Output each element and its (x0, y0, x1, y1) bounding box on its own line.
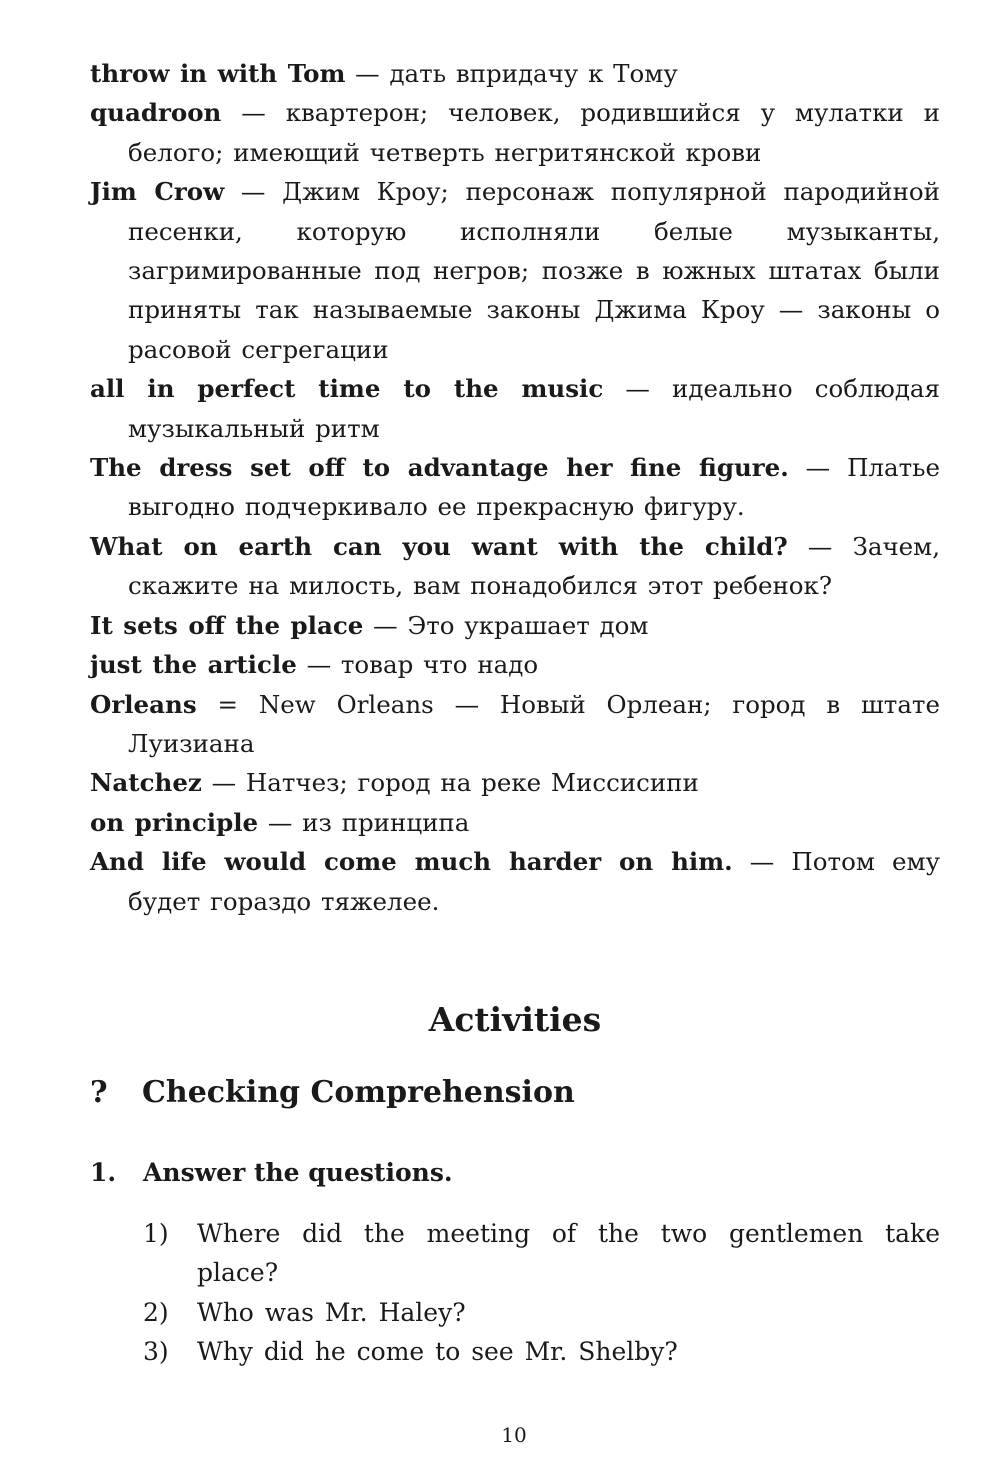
glossary-definition: — Джим Кроу; персонаж популярной пародийной песенки, которую исполняли белые музыканты, загримированные под негров; позже в южных штатах были приняты так называемые законы Джима Кроу — законы о расовой сегрегации (128, 177, 940, 364)
glossary-definition: — дать впридачу к Тому (345, 59, 678, 88)
glossary-entry (90, 54, 940, 93)
question-number: 3) (143, 1337, 169, 1367)
glossary-term: just the article (90, 650, 297, 680)
glossary-definition: — идеально соблюдая музыкальный ритм (128, 374, 940, 443)
activities-heading: Activities (428, 1000, 602, 1039)
glossary-definition: — товар что надо (296, 650, 539, 680)
glossary-term: on principle (90, 807, 259, 837)
glossary-term: Jim Crow (90, 177, 225, 207)
glossary-entry (90, 606, 940, 645)
glossary-definition: — квартерон; человек, родившийся у мулатки и белого; имеющий четверть негритянской крови (128, 98, 940, 167)
glossary-entry (90, 645, 940, 684)
glossary-entry (90, 93, 940, 172)
section-title: Checking Comprehension (142, 1075, 575, 1110)
glossary-term: throw in with Tom (90, 59, 346, 88)
question-mark-icon: ? (90, 1075, 108, 1110)
page-number: 10 (501, 1423, 527, 1447)
task-title: Answer the questions. (143, 1158, 453, 1187)
glossary-entry (90, 172, 940, 369)
glossary-definition: = New Orleans — Новый Орлеан; город в штате Луизиана (128, 689, 940, 758)
task-number: 1. (90, 1158, 117, 1187)
glossary-definition: — Натчез; город на реке Миссисипи (201, 768, 699, 798)
question-text: Why did he come to see Mr. Shelby? (197, 1337, 678, 1367)
glossary-term: Natchez (90, 768, 202, 798)
glossary-term: The dress set off to advantage her fine figure. (90, 453, 789, 483)
glossary-entry (90, 803, 940, 842)
question-list (143, 1214, 940, 1372)
glossary-term: quadroon (90, 98, 222, 128)
glossary-entry (90, 369, 940, 448)
glossary-entry (90, 685, 940, 764)
question-text: Who was Mr. Haley? (197, 1297, 466, 1327)
glossary-term: Orleans (90, 689, 197, 719)
vocabulary-glossary (90, 54, 940, 921)
question-number: 1) (143, 1219, 169, 1248)
glossary-definition: — Потом ему будет гораздо тяжелее. (128, 847, 940, 916)
glossary-definition: — из принципа (258, 807, 470, 837)
glossary-entry (90, 842, 940, 921)
glossary-term: all in perfect time to the music (90, 374, 604, 404)
glossary-term: What on earth can you want with the child? (90, 531, 788, 561)
glossary-definition: — Это украшает дом (363, 610, 649, 640)
glossary-term: And life would come much harder on him. (90, 847, 733, 877)
glossary-entry (90, 527, 940, 606)
question-text: Where did the meeting of the two gentlemen take place? (197, 1219, 940, 1288)
glossary-term: It sets off the place (90, 610, 364, 640)
question-item (143, 1332, 940, 1371)
task-heading (90, 1158, 453, 1187)
checking-comprehension-heading (90, 1075, 575, 1110)
glossary-entry (90, 763, 940, 802)
glossary-definition: — Платье выгодно подчеркивало ее прекрасную фигуру. (128, 453, 940, 522)
question-item (143, 1214, 940, 1293)
question-number: 2) (143, 1297, 169, 1327)
question-item (143, 1293, 940, 1332)
glossary-entry (90, 448, 940, 527)
glossary-definition: — Зачем, скажите на милость, вам понадобился этот ребенок? (128, 531, 940, 601)
